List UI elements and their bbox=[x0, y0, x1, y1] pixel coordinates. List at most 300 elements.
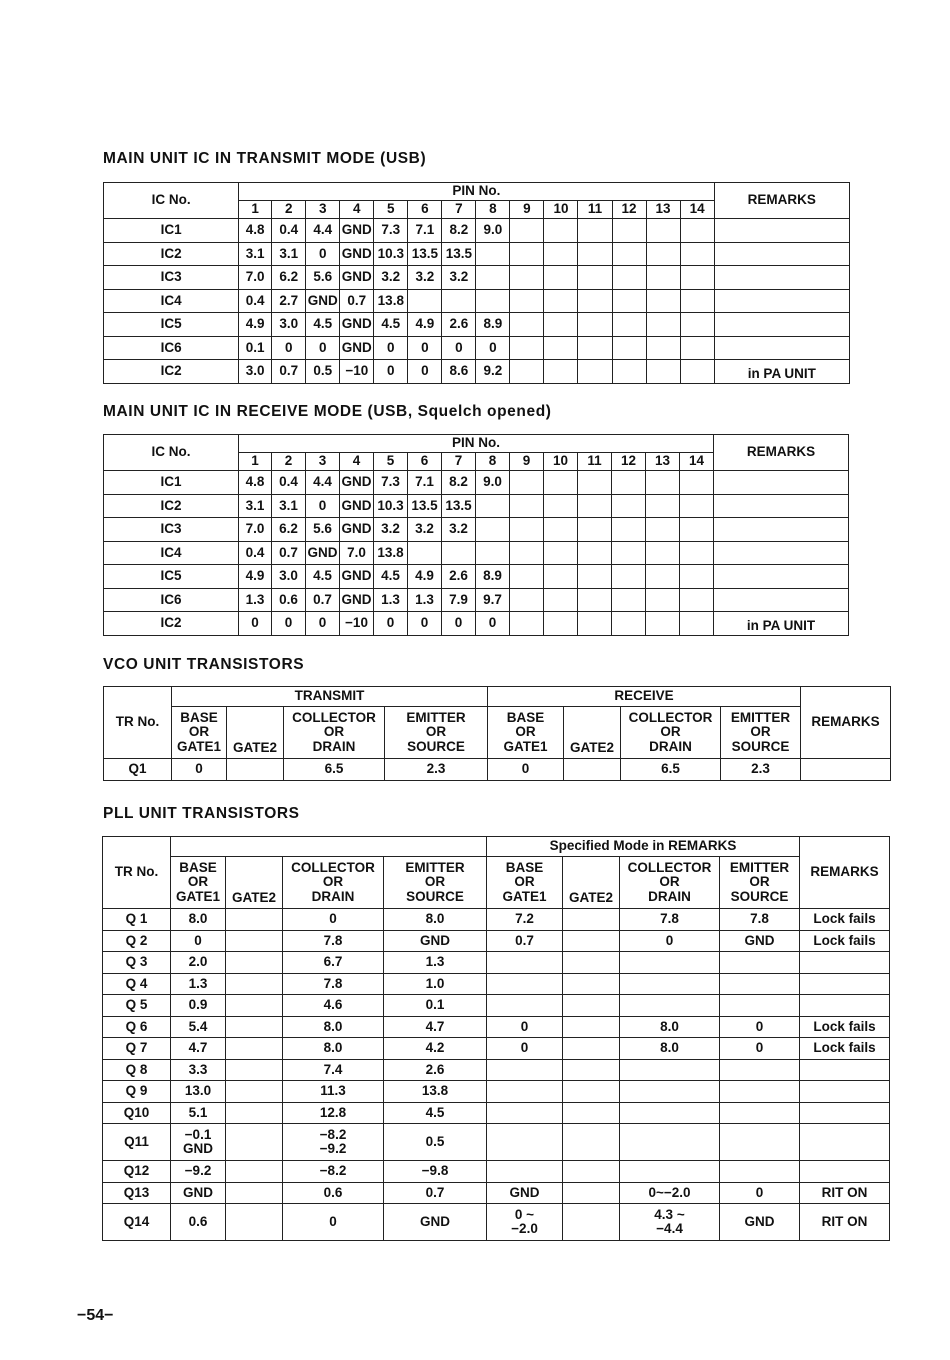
voltage-cell: 3.3 bbox=[171, 1059, 226, 1081]
pin-value: 3.1 bbox=[272, 494, 306, 518]
pin-value bbox=[544, 360, 578, 384]
pin-value: 7.1 bbox=[408, 471, 442, 495]
pin-value: 13.5 bbox=[442, 242, 476, 266]
remarks-header: REMARKS bbox=[801, 687, 891, 759]
pin-value: 5.6 bbox=[306, 518, 340, 542]
pin-value: 3.2 bbox=[374, 266, 408, 290]
pin-value: 4.5 bbox=[374, 313, 408, 337]
pin-value: GND bbox=[340, 471, 374, 495]
voltage-cell bbox=[487, 1204, 563, 1241]
pin-value: 4.5 bbox=[306, 565, 340, 589]
pin-value: 0 bbox=[306, 494, 340, 518]
table-row bbox=[104, 759, 891, 781]
voltage-cell bbox=[720, 995, 800, 1017]
voltage-cell: 13.0 bbox=[171, 1081, 226, 1103]
emitter-source-header-line: SOURCE bbox=[407, 738, 465, 754]
pin-value: 7.3 bbox=[374, 471, 408, 495]
section-title-vco: VCO UNIT TRANSISTORS bbox=[103, 656, 305, 673]
voltage-line: −4.4 bbox=[656, 1221, 683, 1236]
pin-number-header: 12 bbox=[612, 201, 646, 219]
pin-value bbox=[612, 471, 646, 495]
remark-cell bbox=[714, 518, 849, 542]
pin-value: 4.9 bbox=[408, 565, 442, 589]
emitter-source-header bbox=[385, 707, 488, 759]
pin-value: 7.0 bbox=[340, 541, 374, 565]
pin-number-header: 8 bbox=[476, 201, 510, 219]
gate2-header: GATE2 bbox=[563, 857, 620, 909]
voltage-cell bbox=[226, 1204, 283, 1241]
pin-number-header: 9 bbox=[510, 453, 544, 471]
pin-value: 0.7 bbox=[340, 289, 374, 313]
pin-value: 0 bbox=[408, 612, 442, 636]
tr-label: Q13 bbox=[103, 1182, 171, 1204]
tr-label: Q 4 bbox=[103, 973, 171, 995]
remark-cell bbox=[714, 494, 849, 518]
voltage-cell bbox=[620, 1102, 720, 1124]
voltage-cell bbox=[226, 1124, 283, 1161]
pin-value: 4.4 bbox=[306, 219, 340, 243]
ic-label: IC5 bbox=[104, 565, 239, 589]
pin-value: 8.6 bbox=[442, 360, 476, 384]
section-title-transmit: MAIN UNIT IC IN TRANSMIT MODE (USB) bbox=[103, 150, 427, 167]
pin-value: 4.8 bbox=[239, 219, 272, 243]
collector-drain-header-line: COLLECTOR bbox=[628, 710, 713, 726]
emitter-source-header-line: OR bbox=[424, 874, 446, 890]
voltage-cell bbox=[720, 952, 800, 974]
pin-value: 8.2 bbox=[442, 471, 476, 495]
pin-value bbox=[442, 289, 476, 313]
pin-value: 5.6 bbox=[306, 266, 340, 290]
voltage-cell bbox=[620, 1124, 720, 1161]
pin-value bbox=[578, 612, 612, 636]
pin-value bbox=[510, 242, 544, 266]
pin-value: 1.3 bbox=[374, 588, 408, 612]
pin-value bbox=[680, 313, 714, 337]
voltage-cell: 4.2 bbox=[384, 1038, 487, 1060]
ic-label: IC6 bbox=[104, 588, 239, 612]
pin-value bbox=[612, 360, 646, 384]
voltage-cell: 1.0 bbox=[384, 973, 487, 995]
voltage-cell: 0.9 bbox=[171, 995, 226, 1017]
pin-value bbox=[544, 565, 578, 589]
pin-value: 0 bbox=[239, 612, 272, 636]
pin-value: 7.9 bbox=[442, 588, 476, 612]
ic-label: IC1 bbox=[104, 471, 239, 495]
remark-cell bbox=[714, 565, 849, 589]
transmit-header: TRANSMIT bbox=[172, 687, 488, 707]
voltage-cell: 0.5 bbox=[384, 1124, 487, 1161]
voltage-cell: 0.7 bbox=[384, 1182, 487, 1204]
pin-value: 7.3 bbox=[374, 219, 408, 243]
emitter-source-header-line: SOURCE bbox=[731, 738, 790, 754]
pin-value bbox=[680, 612, 714, 636]
pin-value: 0.7 bbox=[272, 541, 306, 565]
pin-number-header: 1 bbox=[239, 201, 272, 219]
pin-value: 0 bbox=[476, 336, 510, 360]
voltage-cell bbox=[226, 1038, 283, 1060]
pin-value bbox=[578, 242, 612, 266]
section-title-pll: PLL UNIT TRANSISTORS bbox=[103, 805, 300, 822]
collector-drain-header-line: DRAIN bbox=[648, 888, 691, 904]
table-row bbox=[104, 266, 850, 290]
pin-value: 0.4 bbox=[272, 219, 306, 243]
pin-value: 9.2 bbox=[476, 360, 510, 384]
voltage-cell bbox=[226, 1081, 283, 1103]
base-gate1-header bbox=[487, 857, 563, 909]
collector-drain-header-line: OR bbox=[659, 874, 680, 890]
emitter-source-header bbox=[720, 857, 800, 909]
voltage-cell: 7.8 bbox=[720, 909, 800, 931]
pin-value: 4.8 bbox=[239, 471, 272, 495]
pin-value: 0 bbox=[306, 612, 340, 636]
pin-value: 0.4 bbox=[239, 541, 272, 565]
remark-cell bbox=[800, 995, 890, 1017]
receive-header: RECEIVE bbox=[488, 687, 801, 707]
pll-transistor-table bbox=[102, 836, 890, 1241]
ic-label: IC5 bbox=[104, 313, 239, 337]
pin-value: 0 bbox=[306, 336, 340, 360]
emitter-source-header-line: SOURCE bbox=[730, 888, 789, 904]
voltage-cell bbox=[563, 1161, 620, 1183]
pin-value bbox=[680, 289, 714, 313]
pin-value: 9.7 bbox=[476, 588, 510, 612]
voltage-cell: −9.2 bbox=[171, 1161, 226, 1183]
pin-value: 4.4 bbox=[306, 471, 340, 495]
pin-value: 3.1 bbox=[272, 242, 306, 266]
tr-label: Q1 bbox=[104, 759, 172, 781]
voltage-cell bbox=[720, 1081, 800, 1103]
voltage-cell: GND bbox=[487, 1182, 563, 1204]
voltage-cell bbox=[226, 1182, 283, 1204]
pin-value bbox=[578, 471, 612, 495]
voltage-cell: 4.5 bbox=[384, 1102, 487, 1124]
emitter-source-header-line: EMITTER bbox=[729, 860, 790, 876]
pin-number-header: 12 bbox=[612, 453, 646, 471]
pin-value bbox=[612, 565, 646, 589]
pin-value bbox=[544, 588, 578, 612]
voltage-cell: 0 bbox=[487, 1016, 563, 1038]
tr-label: Q14 bbox=[103, 1204, 171, 1241]
voltage-cell: 6.5 bbox=[621, 759, 721, 781]
pin-value bbox=[612, 266, 646, 290]
voltage-cell: 11.3 bbox=[283, 1081, 384, 1103]
pin-value bbox=[578, 289, 612, 313]
pin-value bbox=[612, 313, 646, 337]
pin-value: 2.6 bbox=[442, 313, 476, 337]
pin-value bbox=[578, 360, 612, 384]
voltage-cell bbox=[563, 909, 620, 931]
voltage-cell: 8.0 bbox=[283, 1016, 384, 1038]
pin-value: 0.6 bbox=[272, 588, 306, 612]
pin-value bbox=[476, 242, 510, 266]
table-row bbox=[103, 1204, 890, 1241]
voltage-cell: 8.0 bbox=[171, 909, 226, 931]
base-gate1-header-line: BASE bbox=[179, 860, 217, 876]
pin-value: 0 bbox=[408, 360, 442, 384]
pin-value: 10.3 bbox=[374, 494, 408, 518]
pin-value bbox=[510, 588, 544, 612]
voltage-cell bbox=[563, 952, 620, 974]
base-gate1-header-line: BASE bbox=[506, 710, 545, 726]
voltage-cell bbox=[226, 1102, 283, 1124]
remark-cell bbox=[714, 336, 849, 360]
pin-value: 0 bbox=[476, 612, 510, 636]
pin-value bbox=[612, 541, 646, 565]
voltage-cell bbox=[563, 1124, 620, 1161]
voltage-cell: 4.7 bbox=[384, 1016, 487, 1038]
voltage-cell: GND bbox=[384, 1204, 487, 1241]
pin-value: 3.2 bbox=[408, 518, 442, 542]
table-row bbox=[103, 1081, 890, 1103]
remarks-header: REMARKS bbox=[714, 183, 849, 219]
pin-number-header: 14 bbox=[680, 201, 714, 219]
pin-value bbox=[646, 518, 680, 542]
pin-value: 1.3 bbox=[239, 588, 272, 612]
ic-label: IC2 bbox=[104, 242, 239, 266]
pin-value: 2.6 bbox=[442, 565, 476, 589]
voltage-cell: 0 bbox=[283, 909, 384, 931]
tr-label: Q 1 bbox=[103, 909, 171, 931]
voltage-cell: 6.7 bbox=[283, 952, 384, 974]
tr-label: Q 6 bbox=[103, 1016, 171, 1038]
pin-value bbox=[544, 541, 578, 565]
ic-label: IC4 bbox=[104, 541, 239, 565]
voltage-cell: 0 bbox=[488, 759, 564, 781]
table-row bbox=[103, 973, 890, 995]
voltage-cell: 5.1 bbox=[171, 1102, 226, 1124]
pin-value bbox=[646, 360, 680, 384]
pin-value: 3.2 bbox=[408, 266, 442, 290]
table-row bbox=[104, 612, 849, 636]
remark-cell bbox=[800, 1102, 890, 1124]
pin-value: GND bbox=[340, 494, 374, 518]
ic-label: IC2 bbox=[104, 494, 239, 518]
pin-value bbox=[510, 565, 544, 589]
remark-cell: in PA UNIT bbox=[714, 360, 849, 384]
voltage-cell bbox=[487, 1124, 563, 1161]
base-gate1-header-line: GATE1 bbox=[503, 738, 548, 754]
pin-number-header: 13 bbox=[646, 201, 680, 219]
pin-value bbox=[612, 219, 646, 243]
remark-cell bbox=[714, 219, 849, 243]
emitter-source-header-line: SOURCE bbox=[406, 888, 464, 904]
pin-number-header: 11 bbox=[578, 453, 612, 471]
voltage-cell: 7.8 bbox=[283, 973, 384, 995]
pin-value: 8.9 bbox=[476, 313, 510, 337]
pin-value: 0 bbox=[442, 336, 476, 360]
pin-value bbox=[544, 289, 578, 313]
pin-value: GND bbox=[340, 266, 374, 290]
pin-value: 4.5 bbox=[374, 565, 408, 589]
pin-value bbox=[680, 471, 714, 495]
pin-number-header: 1 bbox=[239, 453, 272, 471]
table-row bbox=[103, 1059, 890, 1081]
pin-value: GND bbox=[306, 289, 340, 313]
voltage-cell: 0.6 bbox=[171, 1204, 226, 1241]
remark-cell bbox=[714, 289, 849, 313]
voltage-cell bbox=[226, 909, 283, 931]
table-row bbox=[104, 565, 849, 589]
pin-value: 0 bbox=[272, 612, 306, 636]
tr-no-header: TR No. bbox=[103, 837, 171, 909]
voltage-cell: 4.7 bbox=[171, 1038, 226, 1060]
tr-no-header: TR No. bbox=[104, 687, 172, 759]
voltage-cell: 2.0 bbox=[171, 952, 226, 974]
pin-value: 7.0 bbox=[239, 518, 272, 542]
base-gate1-header-line: OR bbox=[514, 874, 535, 890]
voltage-cell bbox=[564, 759, 621, 781]
pin-value bbox=[578, 588, 612, 612]
voltage-cell: GND bbox=[720, 930, 800, 952]
voltage-cell: GND bbox=[720, 1204, 800, 1241]
pin-value bbox=[544, 266, 578, 290]
pin-value bbox=[578, 313, 612, 337]
collector-drain-header-line: DRAIN bbox=[311, 888, 355, 904]
collector-drain-header-line: COLLECTOR bbox=[292, 710, 376, 726]
pin-value: 1.3 bbox=[408, 588, 442, 612]
base-gate1-header bbox=[172, 707, 227, 759]
pin-value: 3.2 bbox=[374, 518, 408, 542]
voltage-line: −0.1 bbox=[184, 1126, 212, 1142]
pin-value: 0 bbox=[374, 612, 408, 636]
remark-cell: Lock fails bbox=[800, 930, 890, 952]
pin-no-header: PIN No. bbox=[239, 435, 714, 453]
voltage-cell bbox=[487, 995, 563, 1017]
pin-value bbox=[510, 360, 544, 384]
pin-value bbox=[680, 360, 714, 384]
table-row bbox=[104, 541, 849, 565]
pin-value bbox=[544, 336, 578, 360]
pin-value bbox=[476, 494, 510, 518]
voltage-cell bbox=[563, 1204, 620, 1241]
pin-value: 4.9 bbox=[239, 565, 272, 589]
base-gate1-header-line: GATE1 bbox=[502, 888, 547, 904]
pin-number-header: 5 bbox=[374, 453, 408, 471]
pin-value: 4.5 bbox=[306, 313, 340, 337]
header-row bbox=[104, 435, 849, 453]
voltage-cell: 4.6 bbox=[283, 995, 384, 1017]
collector-drain-header-line: COLLECTOR bbox=[291, 860, 375, 876]
pin-value bbox=[510, 266, 544, 290]
pin-number-header: 10 bbox=[544, 201, 578, 219]
pin-value bbox=[544, 313, 578, 337]
emitter-source-header-line: EMITTER bbox=[406, 710, 466, 726]
voltage-line: 4.3 ~ bbox=[654, 1206, 685, 1222]
table-row bbox=[103, 1038, 890, 1060]
blank-mode-header bbox=[171, 837, 487, 857]
pin-value bbox=[544, 219, 578, 243]
voltage-cell: 13.8 bbox=[384, 1081, 487, 1103]
pin-value: 0 bbox=[408, 336, 442, 360]
voltage-cell bbox=[620, 1081, 720, 1103]
remarks-header: REMARKS bbox=[714, 435, 849, 471]
pin-value bbox=[680, 541, 714, 565]
voltage-cell bbox=[620, 1161, 720, 1183]
voltage-cell: 5.4 bbox=[171, 1016, 226, 1038]
emitter-source-header bbox=[721, 707, 801, 759]
table-row bbox=[104, 242, 850, 266]
remark-cell: Lock fails bbox=[800, 909, 890, 931]
gate2-header: GATE2 bbox=[227, 707, 284, 759]
voltage-cell: 8.0 bbox=[620, 1038, 720, 1060]
voltage-cell bbox=[487, 1102, 563, 1124]
table-row bbox=[103, 1102, 890, 1124]
voltage-cell: GND bbox=[384, 930, 487, 952]
table-row bbox=[103, 1016, 890, 1038]
pin-number-header: 14 bbox=[680, 453, 714, 471]
pin-value bbox=[442, 541, 476, 565]
collector-drain-header bbox=[621, 707, 721, 759]
remark-cell bbox=[800, 973, 890, 995]
base-gate1-header-line: OR bbox=[188, 724, 210, 740]
tr-label: Q 3 bbox=[103, 952, 171, 974]
pin-value: 0.5 bbox=[306, 360, 340, 384]
pin-value: 0 bbox=[374, 336, 408, 360]
pin-value: 13.8 bbox=[374, 541, 408, 565]
pin-value bbox=[646, 219, 680, 243]
voltage-cell bbox=[620, 1059, 720, 1081]
pin-value bbox=[612, 494, 646, 518]
tr-label: Q 2 bbox=[103, 930, 171, 952]
voltage-cell: 0~−2.0 bbox=[620, 1182, 720, 1204]
collector-drain-header bbox=[284, 707, 385, 759]
pin-value bbox=[680, 494, 714, 518]
pin-number-header: 11 bbox=[578, 201, 612, 219]
table-row bbox=[103, 1124, 890, 1161]
table-row bbox=[104, 313, 850, 337]
voltage-cell bbox=[563, 1102, 620, 1124]
remark-cell bbox=[714, 266, 849, 290]
ic-no-header: IC No. bbox=[104, 183, 239, 219]
voltage-line: −2.0 bbox=[511, 1221, 538, 1236]
pin-value bbox=[680, 588, 714, 612]
pin-value: 0.4 bbox=[239, 289, 272, 313]
tr-label: Q11 bbox=[103, 1124, 171, 1161]
pin-value: 8.2 bbox=[442, 219, 476, 243]
voltage-cell bbox=[487, 1161, 563, 1183]
voltage-cell bbox=[720, 973, 800, 995]
pin-value bbox=[510, 336, 544, 360]
pin-value: GND bbox=[340, 518, 374, 542]
pin-value: 0.7 bbox=[306, 588, 340, 612]
pin-value bbox=[476, 289, 510, 313]
table-row bbox=[104, 471, 849, 495]
pin-value: GND bbox=[306, 541, 340, 565]
pin-value bbox=[612, 612, 646, 636]
remark-cell bbox=[714, 471, 849, 495]
remark-cell: RIT ON bbox=[800, 1204, 890, 1241]
header-row bbox=[104, 183, 850, 201]
pin-value: GND bbox=[340, 313, 374, 337]
pin-value bbox=[680, 336, 714, 360]
voltage-cell bbox=[620, 995, 720, 1017]
pin-value bbox=[680, 266, 714, 290]
voltage-cell bbox=[620, 1204, 720, 1241]
voltage-cell: −8.2 bbox=[283, 1161, 384, 1183]
voltage-cell: 0.6 bbox=[283, 1182, 384, 1204]
pin-value: 0.7 bbox=[272, 360, 306, 384]
remark-cell bbox=[714, 541, 849, 565]
voltage-cell bbox=[563, 1081, 620, 1103]
voltage-cell: 0 bbox=[720, 1182, 800, 1204]
base-gate1-header-line: OR bbox=[187, 874, 209, 890]
voltage-cell: 8.0 bbox=[384, 909, 487, 931]
specified-mode-header: Specified Mode in REMARKS bbox=[487, 837, 800, 857]
pin-value bbox=[646, 313, 680, 337]
remark-cell bbox=[800, 952, 890, 974]
voltage-line: −9.2 bbox=[319, 1141, 347, 1156]
tr-label: Q10 bbox=[103, 1102, 171, 1124]
